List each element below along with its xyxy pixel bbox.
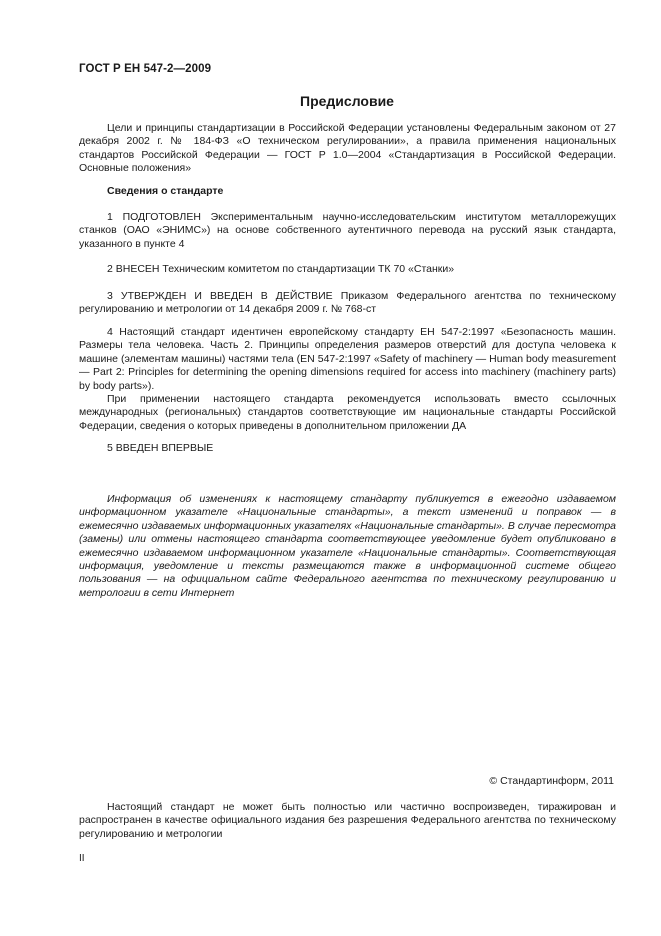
intro-section (79, 122, 616, 176)
item-4-section (79, 326, 616, 433)
page-title: Предисловие (300, 93, 394, 109)
item-2-section (79, 263, 616, 276)
item-1-section (79, 211, 616, 251)
item-4: 4 Настоящий стандарт идентичен европейскому стандарту ЕН 547-2:1997 «Безопасность машин. Размеры тела человека. Часть 2. Принципы определения размеров отверстий для доступа человека к машине (элементам машины) частями тела (EN 547-2:1997 «Safety of machinery — Human body measurement — Part 2: Principles for determining the opening dimensions required for access into machinery (machinery parts) by body parts»). (79, 326, 616, 392)
copyright-line: © Стандартинформ, 2011 (489, 775, 614, 787)
footer-section (79, 801, 616, 841)
intro-paragraph: Цели и принципы стандартизации в Российской Федерации установлены Федеральным законом от 27 декабря 2002 г. № 184-ФЗ «О техническом регулировании», а правила применения национальных стандартов Российской Федерации — ГОСТ Р 1.0—2004 «Стандартизация в Российской Федерации. Основные положения» (79, 122, 616, 175)
info-heading-section (79, 185, 616, 198)
page-number: II (79, 853, 85, 864)
item-1: 1 ПОДГОТОВЛЕН Экспериментальным научно-исследовательским институтом металлорежущих станков (ОАО «ЭНИМС») на основе собственного аутентичного перевода на русский язык стандарта, указанного в пункте 4 (79, 211, 616, 250)
document-code: ГОСТ Р ЕН 547-2—2009 (79, 63, 212, 75)
notice-paragraph: Информация об изменениях к настоящему стандарту публикуется в ежегодно издаваемом информационном указателе «Национальные стандарты», а текст изменений и поправок — в ежемесячно издаваемых информационных указателях «Национальные стандарты». В случае пересмотра (замены) или отмены настоящего стандарта соответствующее уведомление будет опубликовано в ежемесячно издаваемом информационном указателе «Национальные стандарты». Соответствующая информация, уведомление и тексты размещаются также в информационной системе общего пользования — на официальном сайте Федерального агентства по техническому регулированию и метрологии в сети Интернет (79, 493, 616, 599)
item-4-note: При применении настоящего стандарта рекомендуется использовать вместо ссылочных международных (региональных) стандартов соответствующие им национальные стандарты Российской Федерации, сведения о которых приведены в дополнительном приложении ДА (79, 393, 616, 432)
footer-paragraph: Настоящий стандарт не может быть полностью или частично воспроизведен, тиражирован и распространен в качестве официального издания без разрешения Федерального агентства по техническому регулированию и метрологии (79, 801, 616, 840)
item-5: 5 ВВЕДЕН ВПЕРВЫЕ (107, 442, 214, 454)
item-3-section (79, 290, 616, 317)
item-5-section (79, 442, 616, 455)
item-2: 2 ВНЕСЕН Техническим комитетом по стандартизации ТК 70 «Станки» (107, 263, 455, 275)
info-heading: Сведения о стандарте (107, 185, 224, 197)
notice-section (79, 493, 616, 600)
item-3: 3 УТВЕРЖДЕН И ВВЕДЕН В ДЕЙСТВИЕ Приказом Федерального агентства по техническому регулированию и метрологии от 14 декабря 2009 г. № 768-ст (79, 290, 616, 316)
